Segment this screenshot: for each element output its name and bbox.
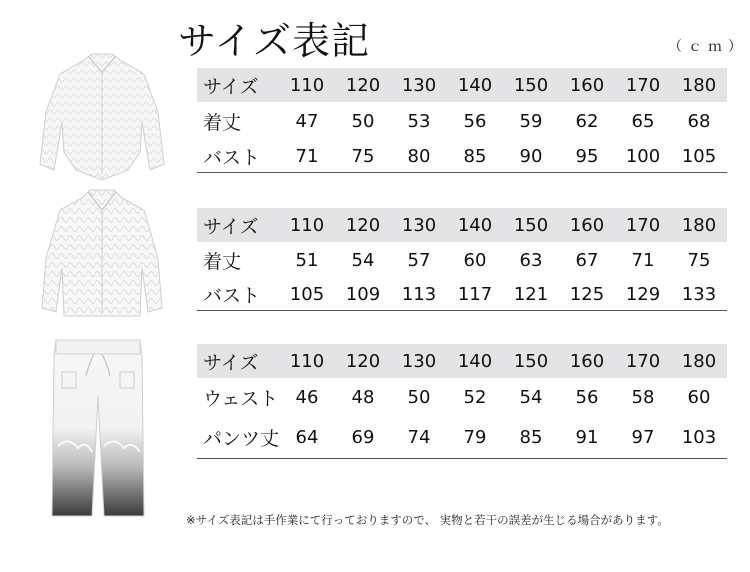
row-label: 着丈 xyxy=(203,111,242,134)
table-header-row xyxy=(197,68,727,102)
size-cell: 150 xyxy=(513,74,549,96)
size-cell: 150 xyxy=(513,350,549,372)
header-label: サイズ xyxy=(203,351,259,374)
shirt-image xyxy=(32,188,172,323)
value-cell: 103 xyxy=(681,426,717,448)
value-cell: 85 xyxy=(519,426,543,448)
table-row xyxy=(197,278,727,311)
value-cell: 53 xyxy=(407,110,431,132)
table-row xyxy=(197,378,727,416)
value-cell: 63 xyxy=(519,249,543,271)
size-cell: 170 xyxy=(625,74,661,96)
value-cell: 75 xyxy=(687,249,711,271)
size-cell: 160 xyxy=(569,214,605,236)
value-cell: 79 xyxy=(463,426,487,448)
size-cell: 150 xyxy=(513,214,549,236)
size-cell: 130 xyxy=(401,74,437,96)
value-cell: 74 xyxy=(407,426,431,448)
value-cell: 64 xyxy=(295,426,319,448)
table-header-row xyxy=(197,344,727,378)
size-cell: 180 xyxy=(681,214,717,236)
value-cell: 62 xyxy=(575,110,599,132)
value-cell: 95 xyxy=(575,145,599,167)
size-cell: 130 xyxy=(401,214,437,236)
value-cell: 46 xyxy=(295,386,319,408)
size-cell: 160 xyxy=(569,350,605,372)
value-cell: 125 xyxy=(569,283,605,305)
size-cell: 140 xyxy=(457,74,493,96)
size-cell: 180 xyxy=(681,350,717,372)
value-cell: 65 xyxy=(631,110,655,132)
value-cell: 48 xyxy=(351,386,375,408)
value-cell: 54 xyxy=(519,386,543,408)
unit-label: （ｃｍ） xyxy=(668,39,748,55)
value-cell: 56 xyxy=(463,110,487,132)
value-cell: 58 xyxy=(631,386,655,408)
size-cell: 120 xyxy=(345,74,381,96)
row-label: 着丈 xyxy=(203,250,242,273)
value-cell: 51 xyxy=(295,249,319,271)
table-header-row xyxy=(197,208,727,242)
size-cell: 130 xyxy=(401,350,437,372)
row-label: パンツ丈 xyxy=(203,427,280,450)
page-title: サイズ表記 xyxy=(178,19,370,63)
value-cell: 105 xyxy=(289,283,325,305)
value-cell: 80 xyxy=(407,145,431,167)
value-cell: 60 xyxy=(463,249,487,271)
row-label: バスト xyxy=(203,284,261,307)
value-cell: 129 xyxy=(625,283,661,305)
value-cell: 69 xyxy=(351,426,375,448)
value-cell: 67 xyxy=(575,249,599,271)
value-cell: 117 xyxy=(457,283,493,305)
size-table-cropped-shirt xyxy=(197,68,727,173)
size-cell: 170 xyxy=(625,350,661,372)
row-label: ウェスト xyxy=(203,387,279,410)
value-cell: 47 xyxy=(295,110,319,132)
size-cell: 110 xyxy=(289,214,325,236)
disclaimer-note: ※サイズ表記は手作業にて行っておりますので、 実物と若干の誤差が生じる場合があります。 xyxy=(186,513,669,527)
row-label: バスト xyxy=(203,146,261,169)
value-cell: 60 xyxy=(687,386,711,408)
value-cell: 56 xyxy=(575,386,599,408)
size-table-pants xyxy=(197,344,727,459)
size-cell: 140 xyxy=(457,214,493,236)
header-label: サイズ xyxy=(203,215,259,238)
table-row xyxy=(197,102,727,140)
size-cell: 140 xyxy=(457,350,493,372)
value-cell: 90 xyxy=(519,145,543,167)
size-cell: 160 xyxy=(569,74,605,96)
value-cell: 100 xyxy=(625,145,661,167)
size-cell: 120 xyxy=(345,350,381,372)
value-cell: 52 xyxy=(463,386,487,408)
value-cell: 59 xyxy=(519,110,543,132)
size-cell: 180 xyxy=(681,74,717,96)
value-cell: 54 xyxy=(351,249,375,271)
value-cell: 50 xyxy=(407,386,431,408)
table-row xyxy=(197,242,727,278)
cropped-shirt-image xyxy=(32,52,172,182)
value-cell: 105 xyxy=(681,145,717,167)
value-cell: 68 xyxy=(687,110,711,132)
pants-image xyxy=(48,336,148,520)
size-table-shirt xyxy=(197,208,727,311)
value-cell: 91 xyxy=(575,426,599,448)
size-cell: 120 xyxy=(345,214,381,236)
value-cell: 121 xyxy=(513,283,549,305)
value-cell: 57 xyxy=(407,249,431,271)
value-cell: 133 xyxy=(681,283,717,305)
value-cell: 50 xyxy=(351,110,375,132)
value-cell: 113 xyxy=(401,283,437,305)
value-cell: 85 xyxy=(463,145,487,167)
size-cell: 110 xyxy=(289,74,325,96)
table-row xyxy=(197,140,727,173)
value-cell: 97 xyxy=(631,426,655,448)
value-cell: 109 xyxy=(345,283,381,305)
value-cell: 75 xyxy=(351,145,375,167)
size-cell: 170 xyxy=(625,214,661,236)
header-label: サイズ xyxy=(203,75,259,98)
value-cell: 71 xyxy=(295,145,319,167)
size-cell: 110 xyxy=(289,350,325,372)
value-cell: 71 xyxy=(631,249,655,271)
table-row xyxy=(197,416,727,459)
